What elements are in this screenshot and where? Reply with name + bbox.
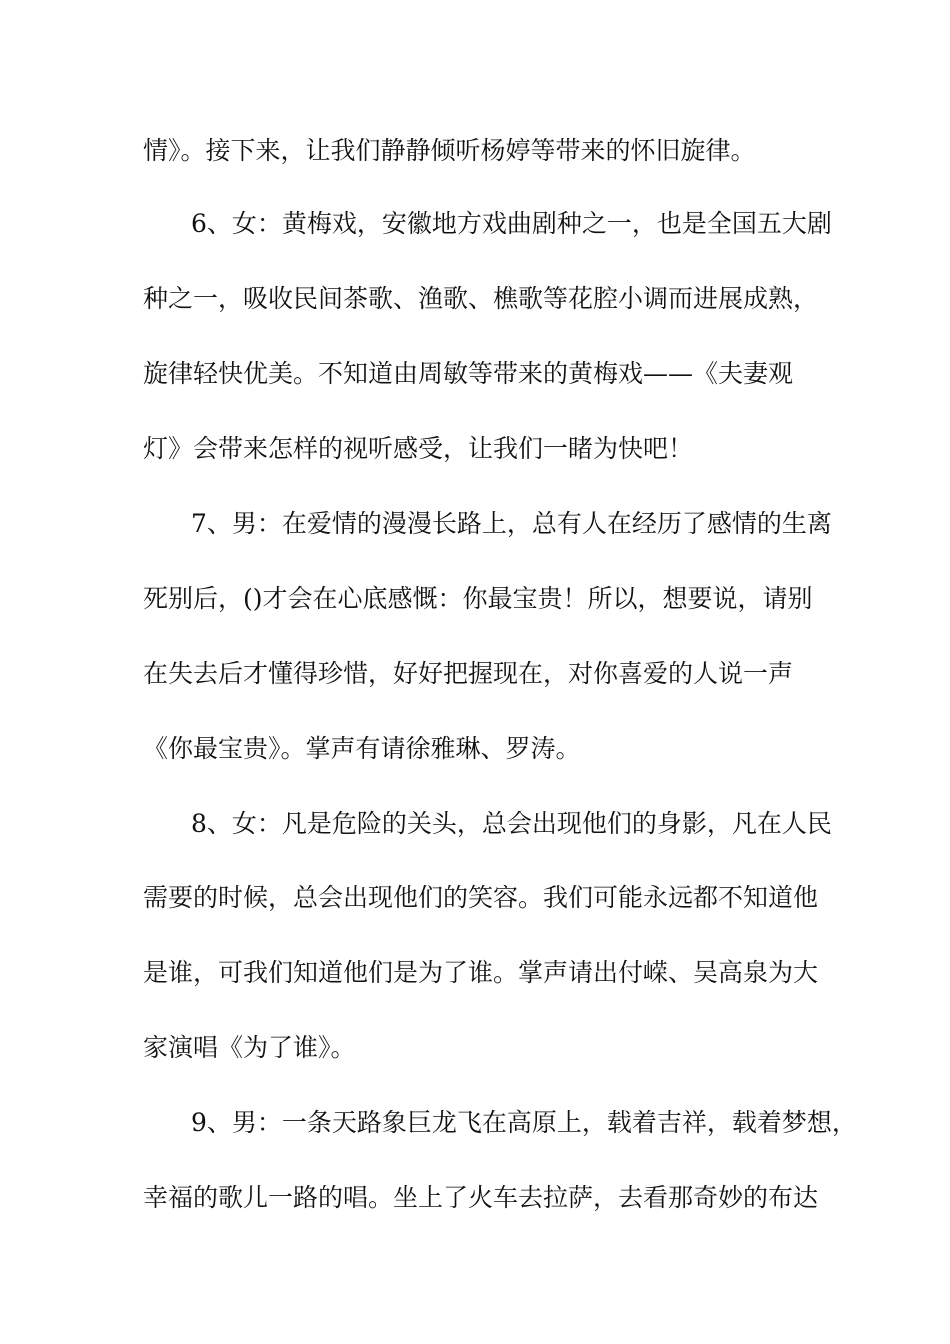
text-line: 《你最宝贵》。掌声有请徐雅琳、罗涛。 bbox=[143, 734, 581, 763]
paragraph-8-first-line: 8、女：凡是危险的关头，总会出现他们的身影，凡在人民 bbox=[191, 809, 832, 838]
text-line: 旋律轻快优美。不知道由周敏等带来的黄梅戏——《夫妻观 bbox=[143, 359, 794, 388]
text-line: 情》。接下来，让我们静静倾听杨婷等带来的怀旧旋律。 bbox=[143, 136, 756, 165]
text-line: 在失去后才懂得珍惜，好好把握现在，对你喜爱的人说一声 bbox=[143, 659, 794, 688]
text-line: 是谁，可我们知道他们是为了谁。掌声请出付嵘、吴高泉为大 bbox=[143, 958, 819, 987]
paragraph-6-first-line: 6、女：黄梅戏，安徽地方戏曲剧种之一，也是全国五大剧 bbox=[191, 209, 832, 238]
paragraph-9-first-line: 9、男：一条天路象巨龙飞在高原上，载着吉祥，载着梦想， bbox=[191, 1108, 857, 1137]
text-line: 家演唱《为了谁》。 bbox=[143, 1033, 356, 1062]
paragraph-7-first-line: 7、男：在爱情的漫漫长路上，总有人在经历了感情的生离 bbox=[191, 509, 832, 538]
text-line: 灯》会带来怎样的视听感受，让我们一睹为快吧！ bbox=[143, 434, 694, 463]
text-line: 需要的时候，总会出现他们的笑容。我们可能永远都不知道他 bbox=[143, 883, 819, 912]
text-line: 幸福的歌儿一路的唱。坐上了火车去拉萨，去看那奇妙的布达 bbox=[143, 1183, 819, 1212]
text-line: 死别后，()才会在心底感慨：你最宝贵！所以，想要说，请别 bbox=[143, 584, 813, 613]
text-line: 种之一，吸收民间茶歌、渔歌、樵歌等花腔小调而进展成熟， bbox=[143, 284, 819, 313]
